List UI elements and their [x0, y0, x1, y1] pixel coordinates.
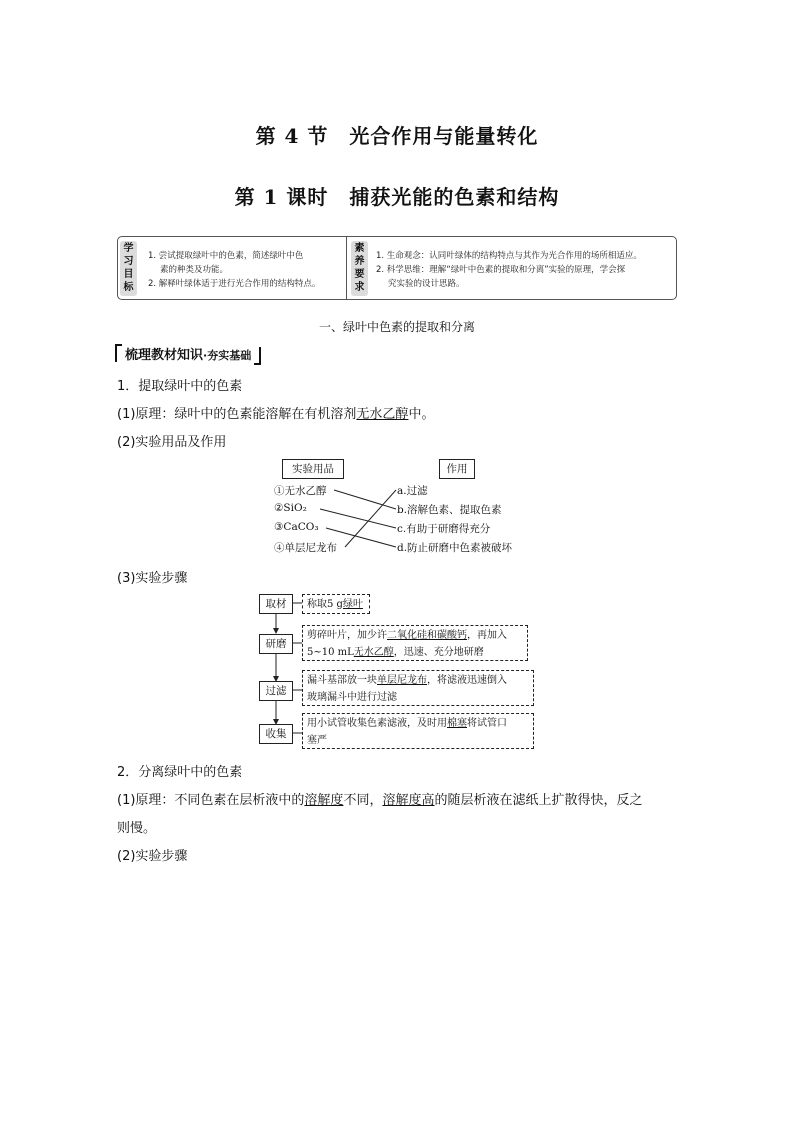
step-box: 过滤 — [259, 681, 293, 701]
step-detail: 称取5 g绿叶 — [302, 594, 370, 614]
step-detail: 用小试管收集色素滤液，及时用棉塞将试管口 塞严 — [302, 713, 534, 749]
section-heading: 一、绿叶中色素的提取和分离 — [318, 320, 475, 334]
material-item: ①无水乙醇 — [274, 485, 327, 497]
function-box: 作用 — [439, 459, 475, 479]
step-box: 研磨 — [259, 634, 293, 654]
part2-heading: 2．分离绿叶中的色素 — [117, 765, 243, 780]
page-title: 第 4 节 光合作用与能量转化 — [255, 124, 539, 148]
steps-heading: (3)实验步骤 — [117, 571, 188, 586]
function-item: c.有助于研磨得充分 — [397, 523, 491, 535]
part1-heading: 1．提取绿叶中的色素 — [117, 379, 243, 394]
match-line — [326, 528, 396, 547]
material-item: ③CaCO₃ — [274, 521, 319, 533]
goal-item: 素的种类及功能。 — [160, 265, 229, 275]
step-detail: 漏斗基部放一块单层尼龙布，将滤液迅速倒入 玻璃漏斗中进行过滤 — [302, 670, 534, 706]
goal-item: 2. 解释叶绿体适于进行光合作用的结构特点。 — [148, 279, 321, 289]
part2-principle-cont: 则慢。 — [117, 821, 157, 836]
materials-box: 实验用品 — [282, 459, 344, 479]
literacy-item: 2. 科学思维：理解“绿叶中色素的提取和分离”实验的原理，学会探 — [376, 265, 626, 275]
part2-principle: (1)原理：不同色素在层析液中的溶解度不同，溶解度高的随层析液在滤纸上扩散得快，反之 — [117, 793, 643, 808]
function-item: a.过滤 — [397, 485, 428, 497]
step-detail: 剪碎叶片，加少许二氧化硅和碳酸钙，再加入 5~10 mL无水乙醇，迅速、充分地研磨 — [302, 625, 528, 661]
match-line — [320, 509, 396, 528]
material-item: ②SiO₂ — [274, 502, 307, 514]
literacy-item: 1. 生命观念：认同叶绿体的结构特点与其作为光合作用的场所相适应。 — [376, 251, 642, 261]
goals-label: 学 习 目 标 — [120, 241, 137, 296]
literacy-item: 究实验的设计思路。 — [388, 279, 465, 289]
part2-steps-heading: (2)实验步骤 — [117, 849, 188, 864]
answer-blank: 溶解度高 — [382, 793, 435, 808]
answer-blank: 溶解度 — [304, 793, 344, 808]
page-subtitle: 第 1 课时 捕获光能的色素和结构 — [234, 185, 560, 209]
goal-item: 1. 尝试提取绿叶中的色素，简述绿叶中色 — [148, 251, 304, 261]
match-line — [334, 490, 396, 509]
materials-heading: (2)实验用品及作用 — [117, 435, 227, 450]
part1-principle: (1)原理：绿叶中的色素能溶解在有机溶剂无水乙醇中。 — [117, 407, 435, 422]
material-item: ④单层尼龙布 — [274, 542, 337, 554]
function-item: b.溶解色素、提取色素 — [397, 504, 502, 516]
match-line — [345, 490, 396, 547]
knowledge-banner: 梳理教材知识·夯实基础 — [117, 344, 251, 363]
step-box: 取材 — [259, 594, 293, 614]
answer-blank: 无水乙醇 — [356, 407, 409, 422]
literacy-label: 素 养 要 求 — [351, 241, 368, 296]
function-item: d.防止研磨中色素被破坏 — [397, 542, 513, 554]
step-box: 收集 — [259, 724, 293, 744]
